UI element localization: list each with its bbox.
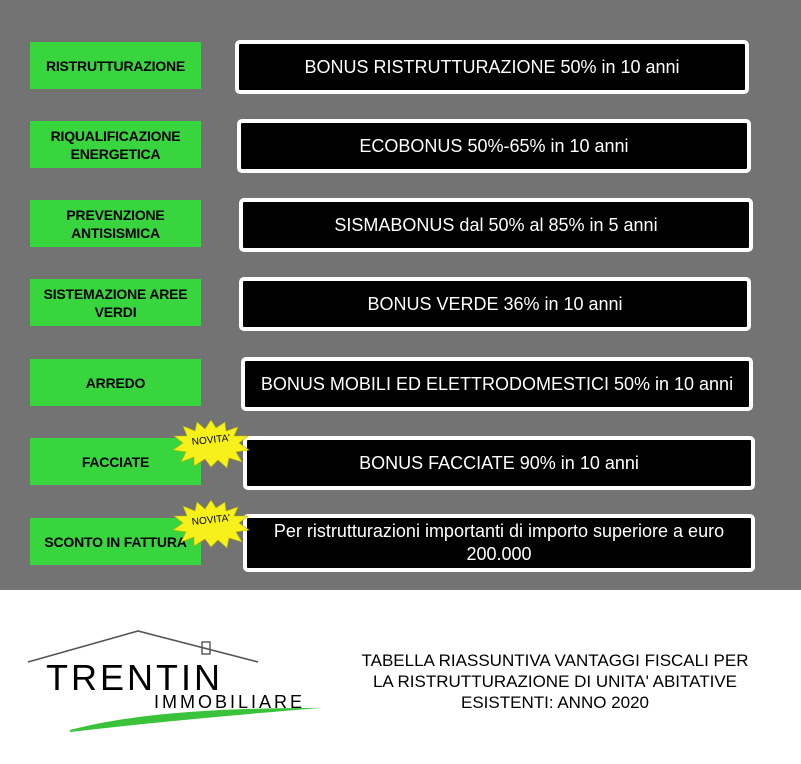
novita-badge xyxy=(172,420,250,468)
footer-caption xyxy=(340,650,770,713)
category-label: RIQUALIFICAZIONE ENERGETICA xyxy=(30,121,201,168)
bonus-box: SISMABONUS dal 50% al 85% in 5 anni xyxy=(239,198,753,252)
bonus-box: Per ristrutturazioni importanti di importo superiore a euro 200.000 xyxy=(243,514,755,572)
footer-line: ESISTENTI: ANNO 2020 xyxy=(460,693,649,712)
category-label: SCONTO IN FATTURA xyxy=(30,518,201,565)
category-label: RISTRUTTURAZIONE xyxy=(30,42,201,89)
footer-line: LA RISTRUTTURAZIONE DI UNITA' ABITATIVE xyxy=(372,672,738,691)
category-label: FACCIATE xyxy=(30,438,201,485)
footer-line: TABELLA RIASSUNTIVA VANTAGGI FISCALI PER xyxy=(361,651,749,670)
bonus-box: BONUS VERDE 36% in 10 anni xyxy=(239,277,751,331)
badge-label: NOVITA' xyxy=(191,433,231,448)
logo-title: TRENTIN xyxy=(46,657,223,698)
badge-label: NOVITA' xyxy=(191,513,231,528)
bonus-box: BONUS FACCIATE 90% in 10 anni xyxy=(243,436,755,490)
bonus-box: BONUS MOBILI ED ELETTRODOMESTICI 50% in 10 anni xyxy=(241,357,753,411)
category-label: PREVENZIONE ANTISISMICA xyxy=(30,200,201,247)
category-label: ARREDO xyxy=(30,359,201,406)
bonus-box: ECOBONUS 50%-65% in 10 anni xyxy=(237,119,751,173)
category-label: SISTEMAZIONE AREE VERDI xyxy=(30,279,201,326)
logo-subtitle: IMMOBILIARE xyxy=(154,692,306,712)
bonus-box: BONUS RISTRUTTURAZIONE 50% in 10 anni xyxy=(235,40,749,94)
novita-badge xyxy=(172,500,250,548)
